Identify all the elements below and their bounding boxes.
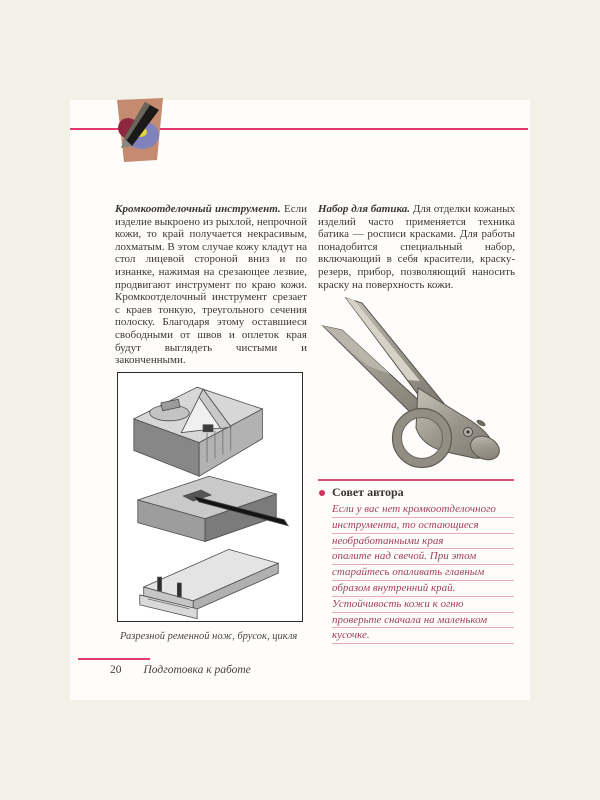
bullet-icon — [319, 490, 325, 496]
figure-caption: Разрезной ременной нож, брусок, цикля — [120, 631, 298, 642]
tip-text-line: Устойчивость кожи к огню — [332, 597, 514, 613]
paragraph-lead-in: Набор для батика. — [318, 203, 411, 215]
tip-text — [332, 502, 514, 644]
tip-text-line: Если у вас нет кромкоотделочного — [332, 502, 514, 518]
tip-text-line: кусочке. — [332, 628, 514, 644]
tools-figure-drawing — [117, 372, 303, 622]
page-number: 20 — [110, 664, 122, 676]
paragraph-batik — [318, 203, 515, 291]
section-title: Подготовка к работе — [143, 664, 251, 676]
right-column — [318, 203, 515, 291]
tip-text-line: опалите над свечой. При этом — [332, 549, 514, 565]
leather-tool-vignette-icon — [112, 98, 168, 162]
tip-text-line: проверьте сначала на маленьком — [332, 613, 514, 629]
book-page — [70, 100, 530, 700]
paragraph-edge-tool — [115, 203, 307, 367]
author-tip-box — [318, 479, 514, 644]
tip-text-line: инструмента, то остающиеся — [332, 518, 514, 534]
paragraph-lead-in: Кромкоотделочный инструмент. — [115, 203, 281, 215]
tip-text-line: старайтесь опаливать главным — [332, 565, 514, 581]
paragraph-body-text: Если изделие выкроено из рыхлой, непрочной кожи, то край получается некрасивым, лохматым. В этом случае кожу кладут на стол лицевой стороной вниз и по изнанке, нажимая на срезающее лезвие, продвигают инструмент по краю кожи. Кромкоотделочный инструмент срезает с краев тонкую, треугольного сечения полоску. Благодаря этому оставшиеся свободными от швов и оплеток края будут выглядеть чистыми и законченными. — [115, 203, 307, 367]
page-footer — [110, 664, 251, 676]
tip-title: Совет автора — [332, 485, 404, 499]
thread-snips-photo — [320, 296, 516, 474]
left-column — [115, 203, 307, 367]
footer-rule — [78, 658, 150, 660]
tip-header — [318, 485, 514, 500]
paragraph-body-text: Для отделки кожаных изделий часто применяется техника батика — росписи красками. Для работы понадобится специальный набор, включающий в себя красители, краску-резерв, прибор, позволяющий наносить краску на поверхность кожи. — [318, 203, 515, 291]
tip-text-line: образом внутренний край. — [332, 581, 514, 597]
tip-text-line: необработанными края — [332, 534, 514, 550]
